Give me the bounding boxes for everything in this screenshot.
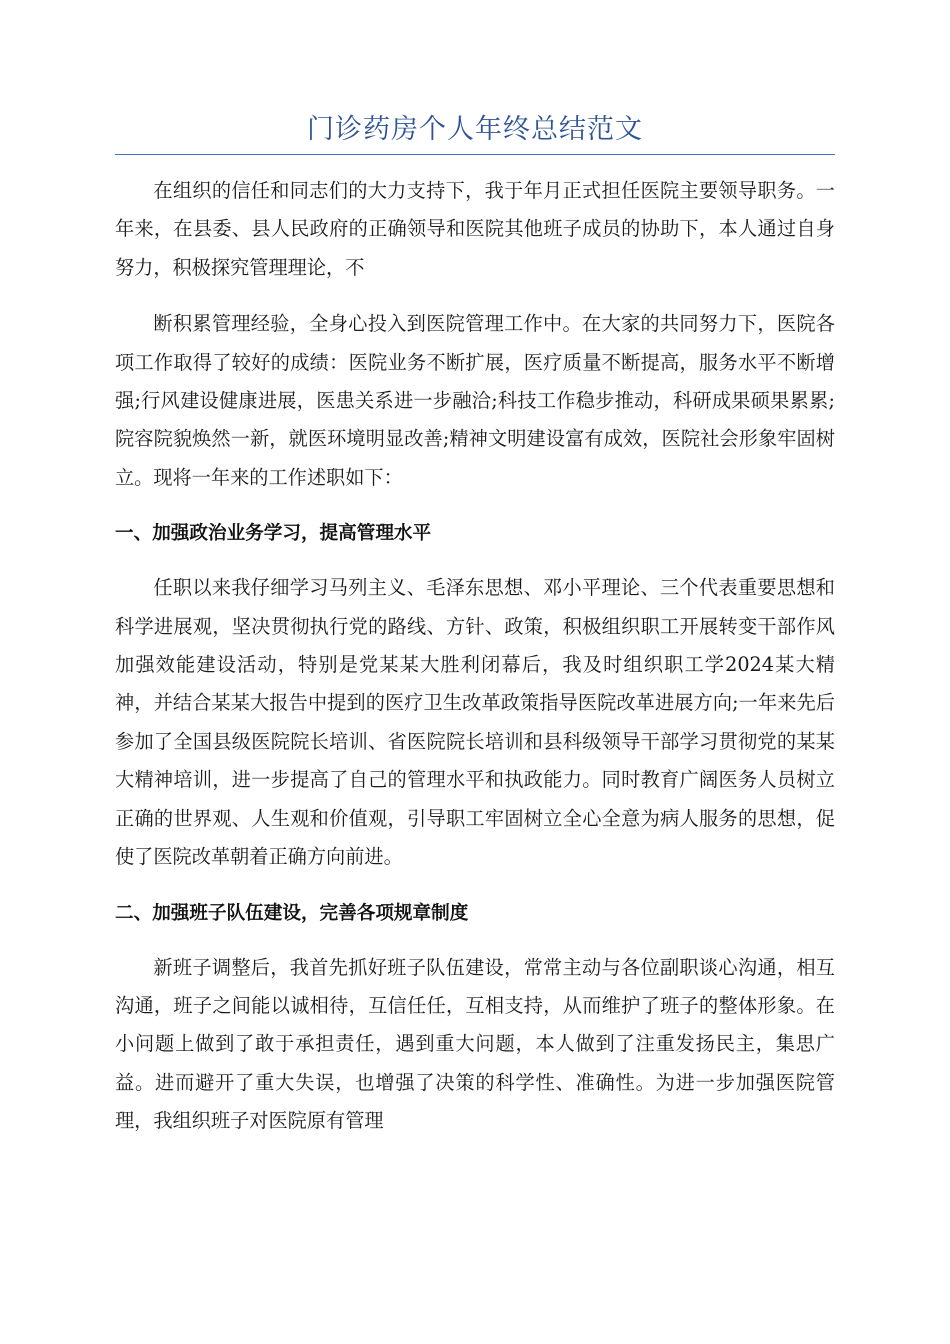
document-body [115, 172, 835, 1159]
section-heading-1: 一、加强政治业务学习，提高管理水平 [115, 523, 432, 545]
paragraph-overview: 断积累管理经验，全身心投入到医院管理工作中。在大家的共同努力下，医院各项工作取得了较好的成绩：医院业务不断扩展，医疗质量不断提高，服务水平不断增强;行风建设健康进展，医患关系进一步融洽;科技工作稳步推动，科研成果硕果累累;院容院貌焕然一新，就医环境明显改善;精神文明建设富有成效，医院社会形象牢固树立。现将一年来的工作述职如下： [115, 312, 835, 489]
paragraph-section-1: 任职以来我仔细学习马列主义、毛泽东思想、邓小平理论、三个代表重要思想和科学进展观，坚决贯彻执行党的路线、方针、政策，积极组织职工开展转变干部作风加强效能建设活动，特别是党某某大胜利闭幕后，我及时组织职工学2024某大精神，并结合某某大报告中提到的医疗卫生改革政策指导医院改革进展方向;一年来先后参加了全国县级医院院长培训、省医院院长培训和县科级领导干部学习贯彻党的某某大精神培训，进一步提高了自己的管理水平和执政能力。同时教育广阔医务人员树立正确的世界观、人生观和价值观，引导职工牢固树立全心全意为病人服务的思想，促使了医院改革朝着正确方向前进。 [115, 576, 835, 869]
document-title: 门诊药房个人年终总结范文 [307, 114, 643, 145]
section-heading-2: 二、加强班子队伍建设，完善各项规章制度 [115, 902, 469, 924]
title-underline [115, 154, 835, 155]
paragraph-section-2: 新班子调整后，我首先抓好班子队伍建设，常常主动与各位副职谈心沟通，相互沟通，班子之间能以诚相待，互信任任，互相支持，从而维护了班子的整体形象。在小问题上做到了敢于承担责任，遇到重大问题，本人做到了注重发扬民主，集思广益。进而避开了重大失误，也增强了决策的科学性、准确性。为进一步加强医院管理，我组织班子对医院原有管理 [115, 955, 835, 1133]
paragraph-intro: 在组织的信任和同志们的大力支持下，我于年月正式担任医院主要领导职务。一年来，在县委、县人民政府的正确领导和医院其他班子成员的协助下，本人通过自身努力，积极探究管理理论，不 [115, 179, 835, 279]
